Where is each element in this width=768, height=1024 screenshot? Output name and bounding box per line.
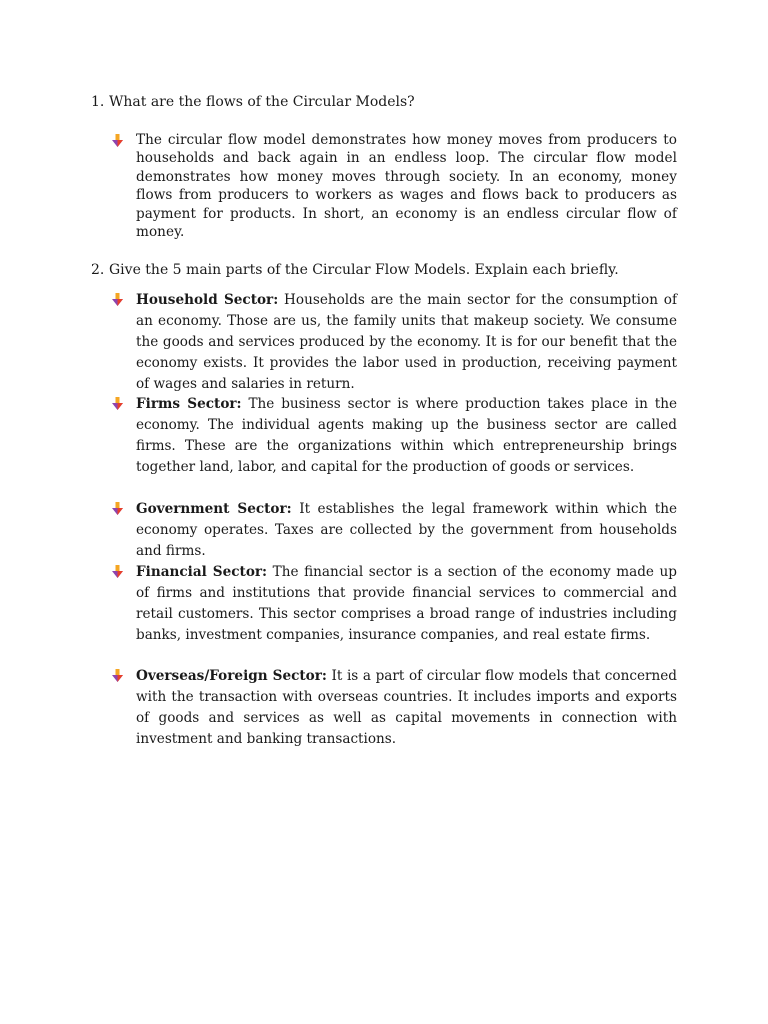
sector-term: Firms Sector: — [136, 396, 242, 412]
sector-description: Households are the main sector for the consumption of an economy. Those are us, the family units that makeup society. We consume the goods and services produced by the economy. It is for our benefit that the economy exists. It provides the labor used in production, receiving payment of wages and salaries in return. — [136, 292, 677, 392]
sector-term: Household Sector: — [136, 292, 279, 308]
sector-description: It establishes the legal framework within which the economy operates. Taxes are collected by the government from households and firms. — [136, 501, 677, 559]
list-item-firms-sector — [136, 394, 677, 478]
down-arrow-bullet-icon — [112, 565, 123, 578]
list-item — [136, 131, 677, 241]
question-number: 2. — [91, 262, 105, 278]
question-text: What are the flows of the Circular Models? — [109, 94, 415, 110]
sector-description: The financial sector is a section of the economy made up of firms and institutions that provide financial services to commercial and retail customers. This sector comprises a broad range of industries including banks, investment companies, insurance companies, and real estate firms. — [136, 564, 677, 643]
sector-description: The business sector is where production takes place in the economy. The individual agents making up the business sector are called firms. These are the organizations within which entrepreneurship brings together land, labor, and capital for the production of goods or services. — [136, 396, 678, 475]
down-arrow-bullet-icon — [112, 293, 123, 306]
sector-term: Overseas/Foreign Sector: — [136, 668, 327, 684]
question-text: Give the 5 main parts of the Circular Flow Models. Explain each briefly. — [109, 262, 619, 278]
sector-term: Financial Sector: — [136, 564, 268, 580]
down-arrow-bullet-icon — [112, 134, 123, 147]
down-arrow-bullet-icon — [112, 669, 123, 682]
list-item-government-sector — [136, 499, 677, 562]
list-item-financial-sector — [136, 562, 677, 646]
sector-term: Government Sector: — [136, 501, 292, 517]
sector-description: It is a part of circular flow models that concerned with the transaction with overseas countries. It includes imports and exports of goods and services as well as capital movements in connection with investment and banking transactions. — [136, 668, 677, 747]
question-2 — [91, 260, 691, 280]
list-item-overseas-foreign-sector — [136, 666, 677, 750]
answer-text: The circular flow model demonstrates how money moves from producers to households and back again in an endless loop. The circular flow model demonstrates how money moves through society. In an economy, money flows from producers to workers as wages and flows back to producers as payment for products. In short, an economy is an endless circular flow of money. — [136, 132, 677, 241]
down-arrow-bullet-icon — [112, 397, 123, 410]
list-item-household-sector — [136, 290, 677, 395]
question-number: 1. — [91, 94, 105, 110]
question-1 — [91, 92, 691, 112]
down-arrow-bullet-icon — [112, 502, 123, 515]
